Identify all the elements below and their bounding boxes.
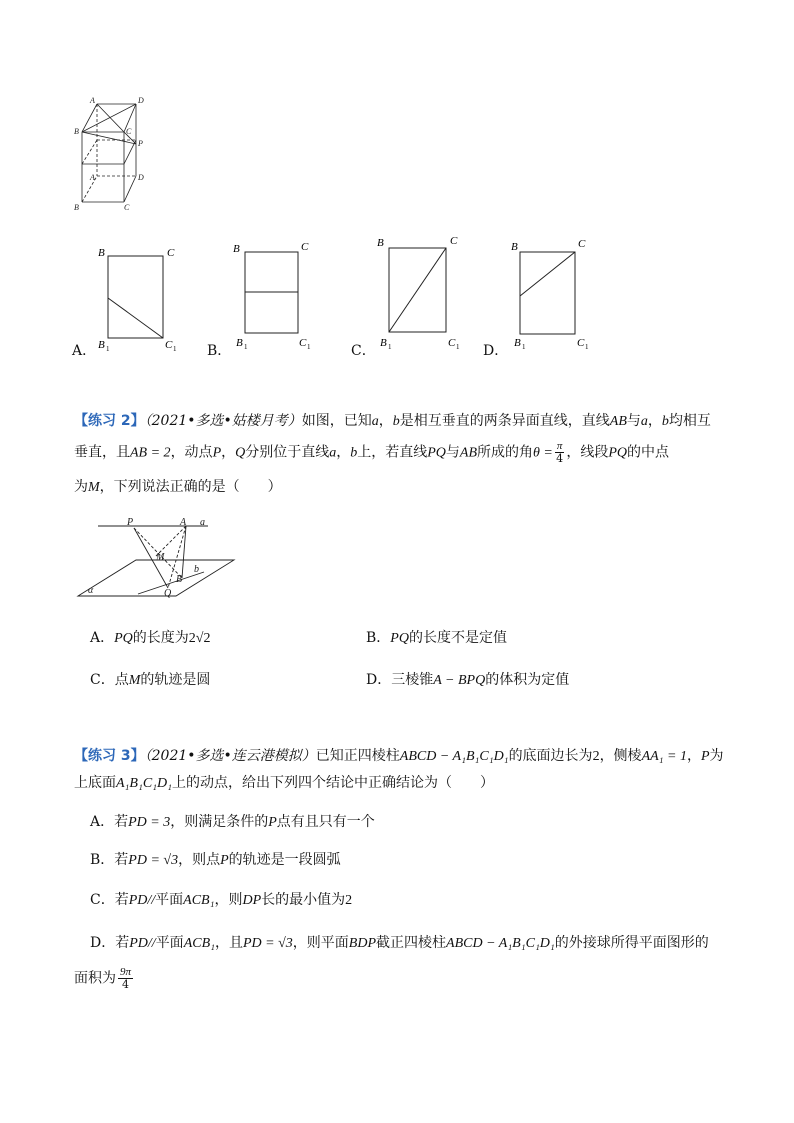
option-expr: PD = √3 bbox=[243, 936, 293, 951]
qb-label-c1-sub: 1 bbox=[307, 343, 311, 351]
option-text: ，则平面 bbox=[292, 935, 349, 951]
ex3-tag: 【练习 3】 bbox=[74, 748, 145, 764]
prism-name: ABCD − A₁B₁C₁D₁ bbox=[446, 936, 555, 951]
var-pq: PQ bbox=[608, 445, 628, 461]
ex2-fig-b-line: b bbox=[194, 564, 199, 575]
qd-label-b: B bbox=[511, 241, 518, 253]
ex3-line-2 bbox=[74, 772, 494, 795]
option-expr: PD// bbox=[128, 893, 156, 908]
qa-label-b1: B bbox=[98, 339, 105, 351]
qd-label-c: C bbox=[578, 238, 586, 250]
q1-option-d-figure bbox=[506, 234, 596, 354]
var-a: a bbox=[371, 414, 379, 429]
ex3-text: 的底面边长为 bbox=[508, 748, 593, 764]
qb-label-b: B bbox=[233, 243, 240, 255]
qb-label-b1-sub: 1 bbox=[244, 343, 248, 351]
option-text: 平面 bbox=[155, 892, 184, 908]
var-pq: PQ bbox=[390, 631, 409, 646]
option-text: 长的最小值为 bbox=[261, 892, 346, 908]
var-p: P bbox=[268, 815, 277, 830]
ex2-source: （2021•多选•姑楼月考） bbox=[144, 413, 302, 429]
cube-label-a: A bbox=[90, 96, 95, 105]
option-text: 的长度不是定值 bbox=[408, 630, 507, 646]
ex2-text: 垂直，且 bbox=[74, 444, 130, 461]
ex3-text: 已知正四棱柱 bbox=[315, 748, 400, 764]
cube-label-b1: B bbox=[74, 203, 79, 212]
ex2-text: ， bbox=[378, 413, 393, 429]
cube-label-d1: D bbox=[138, 173, 144, 182]
var-a: a bbox=[640, 414, 648, 429]
plane-name: ACB₁ bbox=[183, 936, 215, 951]
value-two: 2 bbox=[592, 749, 600, 764]
option-text: ，则 bbox=[214, 892, 243, 908]
option-expr: A − BPQ bbox=[433, 673, 486, 688]
ex3-option-d-line-2 bbox=[74, 966, 135, 991]
q1-option-c-letter: C． bbox=[351, 343, 376, 359]
cube-label-d: D bbox=[138, 96, 144, 105]
qd-label-b1-sub: 1 bbox=[522, 343, 526, 351]
var-pq: PQ bbox=[114, 631, 133, 646]
qa-label-c: C bbox=[167, 247, 175, 259]
ex2-text: ， bbox=[221, 444, 236, 461]
var-b: b bbox=[661, 414, 669, 429]
option-expr: PD = √3 bbox=[128, 853, 179, 868]
option-text: 截正四棱柱 bbox=[376, 935, 447, 951]
ex2-text: ，动点 bbox=[170, 444, 213, 461]
ex3-text: 为 bbox=[709, 748, 724, 764]
option-text: ，则点 bbox=[178, 852, 221, 868]
ex2-line-1 bbox=[74, 410, 711, 433]
aa1-eq: AA₁ = 1 bbox=[641, 749, 687, 764]
q1-option-b-letter: B． bbox=[207, 343, 232, 359]
qc-label-c1-sub: 1 bbox=[456, 343, 460, 351]
ex2-text: 上，若直线 bbox=[357, 444, 428, 461]
ex2-fig-m: M bbox=[156, 552, 165, 563]
ex2-text: 分别位于直线 bbox=[245, 444, 330, 461]
var-b: b bbox=[392, 414, 400, 429]
qa-label-c1: C bbox=[165, 339, 173, 351]
var-p: P bbox=[212, 445, 222, 461]
ex3-text: 上底面 bbox=[74, 775, 116, 791]
option-text: 平面 bbox=[155, 935, 184, 951]
ex3-text: ， bbox=[686, 748, 701, 764]
cube-figure bbox=[70, 92, 160, 217]
option-letter: A． bbox=[90, 630, 115, 646]
ex2-fig-alpha: α bbox=[88, 585, 94, 596]
ex3-source: （2021•多选•连云港模拟） bbox=[144, 748, 316, 764]
ex2-tag: 【练习 2】 bbox=[74, 413, 145, 429]
q1-option-a-letter: A． bbox=[72, 343, 97, 359]
ex3-text: 上的动点，给出下列四个结论中正确结论为（ ） bbox=[172, 775, 495, 791]
ex2-text: ， bbox=[336, 444, 351, 461]
cube-label-a1: A bbox=[90, 173, 95, 182]
option-text: 的体积为定值 bbox=[485, 672, 570, 688]
option-text: 的轨迹是圆 bbox=[140, 672, 211, 688]
top-face: A₁B₁C₁D₁ bbox=[116, 776, 173, 791]
var-p: P bbox=[220, 853, 229, 868]
ex2-text: 为 bbox=[74, 479, 88, 495]
ex3-option-c[interactable] bbox=[90, 889, 352, 912]
option-text: 的轨迹是一段圆弧 bbox=[228, 852, 341, 868]
qc-label-b1-sub: 1 bbox=[388, 343, 392, 351]
qc-label-c: C bbox=[450, 235, 458, 247]
ex2-line-3 bbox=[74, 476, 282, 499]
plane-name: ACB₁ bbox=[183, 893, 215, 908]
ex2-text: ， bbox=[647, 413, 662, 429]
ex2-line-2 bbox=[74, 440, 669, 465]
ex2-figure bbox=[76, 516, 238, 600]
option-text: 的长度为 bbox=[132, 630, 189, 646]
ex2-text: ，下列说法正确的是（ ） bbox=[99, 479, 282, 495]
ex2-text: 如图，已知 bbox=[301, 413, 372, 429]
ex2-fig-a-line: a bbox=[200, 517, 205, 528]
option-expr: PD// bbox=[129, 936, 156, 951]
ex3-text: ，侧棱 bbox=[599, 748, 642, 764]
var-m: M bbox=[88, 480, 100, 495]
option-text: ，则满足条件的 bbox=[170, 814, 269, 830]
ex2-option-b[interactable] bbox=[366, 627, 507, 650]
qb-label-b1: B bbox=[236, 337, 243, 349]
nine-pi-over-4: $\frac{9\pi}{4}$ bbox=[120, 966, 132, 991]
ex2-fig-a: A bbox=[180, 517, 187, 528]
qd-label-c1: C bbox=[577, 337, 585, 349]
q1-option-d-letter: D． bbox=[483, 343, 509, 359]
ex2-text: 均相互 bbox=[668, 413, 711, 429]
qc-label-b: B bbox=[377, 237, 384, 249]
ex2-fig-p: P bbox=[127, 517, 134, 528]
option-text: ，且 bbox=[215, 935, 243, 951]
prism-name: ABCD − A₁B₁C₁D₁ bbox=[399, 749, 509, 764]
cube-label-c: C bbox=[126, 127, 132, 136]
qa-label-c1-sub: 1 bbox=[173, 345, 177, 353]
qa-label-b1-sub: 1 bbox=[106, 345, 110, 353]
ex3-option-b[interactable] bbox=[90, 849, 341, 872]
qd-label-c1-sub: 1 bbox=[585, 343, 589, 351]
option-letter: A．若 bbox=[90, 814, 129, 830]
ex3-option-a[interactable] bbox=[90, 811, 375, 834]
cube-label-p: P bbox=[138, 139, 143, 148]
ex2-option-a[interactable] bbox=[90, 627, 210, 650]
q1-option-b-figure bbox=[228, 236, 318, 354]
q1-option-a-figure bbox=[94, 240, 184, 355]
var-ab: AB bbox=[459, 445, 478, 461]
ex2-option-d[interactable] bbox=[366, 669, 569, 692]
var-dp: DP bbox=[242, 893, 262, 908]
ex2-text: 是相互垂直的两条异面直线，直线 bbox=[399, 413, 610, 429]
theta-eq: θ = bbox=[533, 445, 553, 461]
var-b: b bbox=[350, 445, 358, 461]
ex3-option-d[interactable] bbox=[90, 932, 709, 955]
var-q: Q bbox=[235, 445, 246, 461]
ex2-option-c[interactable] bbox=[90, 669, 210, 692]
var-a: a bbox=[329, 445, 337, 461]
option-letter: C．若 bbox=[90, 892, 129, 908]
option-text: 点有且只有一个 bbox=[276, 814, 375, 830]
ex2-text: 与 bbox=[445, 444, 460, 461]
option-letter: C．点 bbox=[90, 672, 129, 688]
qc-label-c1: C bbox=[448, 337, 456, 349]
var-pq: PQ bbox=[427, 445, 446, 461]
option-expr: PD = 3 bbox=[128, 815, 171, 830]
ab-eq: AB = 2 bbox=[130, 445, 171, 461]
qd-label-b1: B bbox=[514, 337, 521, 349]
qc-label-b1: B bbox=[380, 337, 387, 349]
option-text: 的外接球所得平面图形的 bbox=[554, 935, 709, 951]
ex2-fig-b: B bbox=[176, 574, 183, 585]
option-text: 面积为 bbox=[74, 970, 116, 987]
ex2-text: 与 bbox=[626, 413, 641, 429]
ex2-text: 的中点 bbox=[627, 444, 670, 461]
var-m: M bbox=[128, 673, 141, 688]
option-letter: D．三棱锥 bbox=[366, 672, 434, 688]
option-value: 2 bbox=[345, 893, 353, 908]
option-letter: B． bbox=[366, 630, 391, 646]
ex2-fig-q: Q bbox=[164, 588, 172, 599]
ex2-text: ，线段 bbox=[566, 444, 609, 461]
var-p: P bbox=[700, 749, 710, 764]
qa-label-b: B bbox=[98, 247, 105, 259]
option-value: 2√2 bbox=[188, 631, 211, 646]
qb-label-c1: C bbox=[299, 337, 307, 349]
cube-label-c1: C bbox=[124, 203, 130, 212]
ex3-line-1 bbox=[74, 745, 724, 768]
pi-over-4: $\frac{\pi}{4}$ bbox=[556, 440, 564, 465]
cube-label-b: B bbox=[74, 127, 79, 136]
var-ab: AB bbox=[609, 414, 627, 429]
plane-bdp: BDP bbox=[348, 936, 377, 951]
q1-option-c-figure bbox=[372, 232, 468, 354]
option-letter: D．若 bbox=[90, 935, 130, 951]
option-letter: B．若 bbox=[90, 852, 129, 868]
ex2-text: 所成的角 bbox=[477, 444, 534, 461]
qb-label-c: C bbox=[301, 241, 309, 253]
